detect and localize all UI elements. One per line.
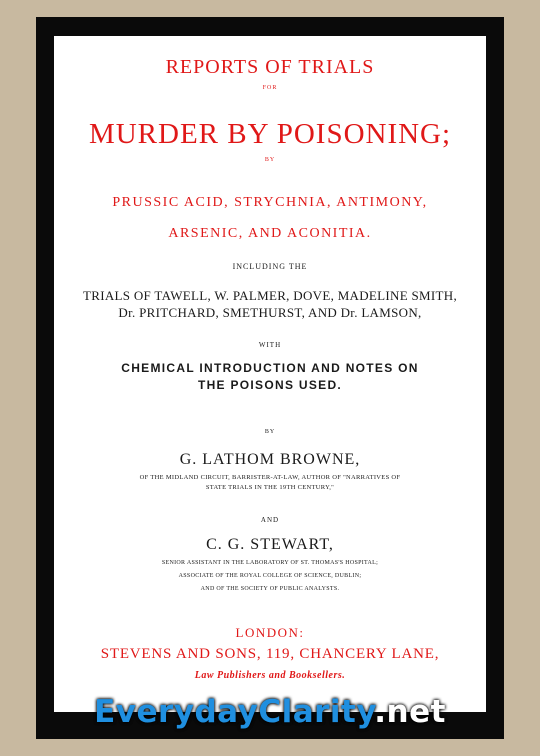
chem-line-1: CHEMICAL INTRODUCTION AND NOTES ON [121, 361, 419, 375]
by-label-2: BY [264, 429, 276, 435]
publisher-subtitle: Law Publishers and Booksellers. [194, 670, 346, 681]
author-2-name: C. G. STEWART, [206, 536, 334, 553]
trials-line-1: TRIALS OF TAWELL, W. PALMER, DOVE, MADELINE SMITH, [82, 288, 458, 303]
author-1-name: G. LATHOM BROWNE, [179, 451, 361, 468]
including-label: INCLUDING THE [232, 262, 308, 271]
author-1-description-2: STATE TRIALS IN THE 19TH CENTURY," [205, 484, 335, 491]
author-2-description-1: SENIOR ASSISTANT IN THE LABORATORY OF ST. THOMAS'S HOSPITAL; [161, 560, 379, 566]
and-label: AND [260, 516, 280, 524]
publisher-address: STEVENS AND SONS, 119, CHANCERY LANE, [100, 646, 440, 662]
watermark-logo [0, 694, 540, 730]
title-page [54, 36, 486, 712]
author-2-description-3: AND OF THE SOCIETY OF PUBLIC ANALYSTS. [200, 586, 340, 592]
author-1-description-1: OF THE MIDLAND CIRCUIT, BARRISTER-AT-LAW, AUTHOR OF "NARRATIVES OF [139, 474, 401, 481]
chem-line-2: THE POISONS USED. [197, 378, 343, 392]
title-line-1: REPORTS OF TRIALS [165, 56, 375, 78]
publisher-city: LONDON: [235, 625, 305, 640]
watermark-part-1: Everyday [94, 694, 259, 730]
for-label: FOR [262, 85, 278, 91]
with-label: WITH [258, 341, 282, 349]
poisons-line-1: PRUSSIC ACID, STRYCHNIA, ANTIMONY, [112, 195, 428, 210]
trials-line-2: Dr. PRITCHARD, SMETHURST, AND Dr. LAMSON, [118, 305, 422, 320]
author-2-description-2: ASSOCIATE OF THE ROYAL COLLEGE OF SCIENCE, DUBLIN; [178, 573, 362, 579]
watermark-part-3: .net [374, 694, 446, 730]
watermark-part-2: Clarity [258, 694, 375, 730]
main-title: MURDER BY POISONING; [88, 118, 452, 150]
poisons-line-2: ARSENIC, AND ACONITIA. [168, 226, 372, 241]
by-label: BY [264, 157, 276, 163]
